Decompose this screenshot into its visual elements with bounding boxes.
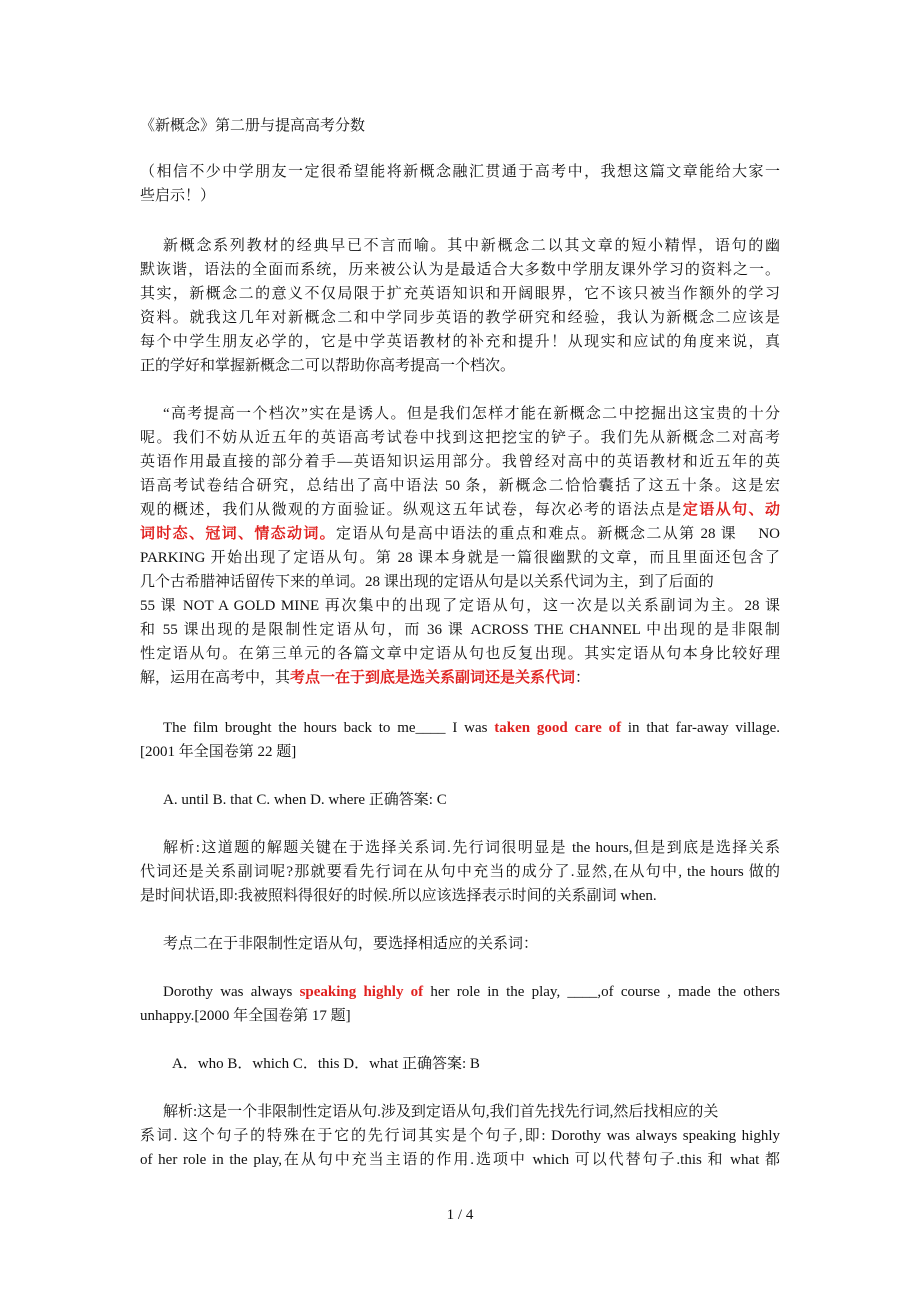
text-line (140, 547, 780, 569)
text-line (140, 475, 780, 497)
text-segment: ： (575, 670, 591, 686)
text-line (172, 1053, 780, 1075)
text-line (163, 235, 780, 257)
text-segment: 解，运用在高考中，其 (140, 670, 291, 686)
text-line (163, 1101, 780, 1123)
text-line (140, 283, 780, 305)
text-line (140, 1005, 780, 1027)
text-segment: （相信不少中学朋友一定很希望能将新概念融汇贯通于高考中，我想这篇文章能给大家一 (140, 164, 780, 180)
text-segment: 解析:这道题的解题关键在于选择关系词.先行词很明显是 the hours,但是到底是选择关系 (163, 840, 780, 856)
text-line (140, 619, 780, 641)
emphasized-text: taken good care of (494, 720, 622, 736)
text-segment: 55 课 NOT A GOLD MINE 再次集中的出现了定语从句，这一次是以关系副词为主。28 课 (140, 598, 780, 614)
text-line (140, 331, 780, 353)
text-segment: Dorothy was always (163, 984, 300, 1000)
text-line (140, 667, 780, 689)
text-segment: 解析:这是一个非限制性定语从句.涉及到定语从句,我们首先找先行词,然后找相应的关 (163, 1104, 719, 1120)
text-segment: 《新概念》第二册与提高高考分数 (140, 118, 366, 134)
text-line (140, 571, 780, 593)
text-segment: 观的概述，我们从微观的方面验证。纵观这五年试卷，每次必考的语法点是 (140, 502, 683, 518)
text-line (140, 861, 780, 883)
text-line (140, 307, 780, 329)
text-line (140, 885, 780, 907)
text-segment: her role in the play, ____,of course , made the others (423, 984, 780, 1000)
text-segment: in that far-away village. (621, 720, 780, 736)
text-segment: 代词还是关系副词呢?那就要看先行词在从句中充当的成分了.显然,在从句中, the hours 做的 (140, 864, 780, 880)
text-line (140, 451, 780, 473)
text-line (140, 643, 780, 665)
text-line (140, 259, 780, 281)
text-segment: 英语作用最直接的部分着手—英语知识运用部分。我曾经对高中的英语教材和近五年的英 (140, 454, 780, 470)
text-line (163, 933, 780, 955)
text-line (163, 837, 780, 859)
document-title (140, 115, 780, 137)
text-segment: 几个古希腊神话留传下来的单词。28 课出现的定语从句是以关系代词为主，到了后面的 (140, 574, 714, 590)
page-number: 1 / 4 (446, 1207, 474, 1223)
text-line (140, 427, 780, 449)
text-line (140, 595, 780, 617)
text-segment: 资料。就我这几年对新概念二和中学同步英语的教学研究和经验，我认为新概念二应该是 (140, 310, 780, 326)
emphasized-text: 词时态、冠词、情态动词。 (140, 526, 337, 542)
text-line (140, 161, 780, 183)
text-segment: PARKING 开始出现了定语从句。第 28 课本身就是一篇很幽默的文章，而且里面还包含了 (140, 550, 780, 566)
text-line (140, 355, 780, 377)
text-segment: The film brought the hours back to me____ I was (163, 720, 495, 736)
text-line (140, 185, 780, 207)
text-segment: A. until B. that C. when D. where 正确答案: C (163, 792, 447, 808)
text-line (140, 499, 780, 521)
text-line (163, 981, 780, 1003)
text-line (163, 789, 780, 811)
text-line (140, 523, 780, 545)
text-segment: 每个中学生朋友必学的，它是中学英语教材的补充和提升！从现实和应试的角度来说，真 (140, 334, 780, 350)
text-segment: 新概念系列教材的经典早已不言而喻。其中新概念二以其文章的短小精悍，语句的幽 (163, 238, 780, 254)
text-segment: “高考提高一个档次”实在是诱人。但是我们怎样才能在新概念二中挖掘出这宝贵的十分 (163, 406, 780, 422)
text-line (163, 403, 780, 425)
text-segment: 语高考试卷结合研究，总结出了高中语法 50 条，新概念二恰恰囊括了这五十条。这是宏 (140, 478, 780, 494)
text-segment: 默诙谐，语法的全面而系统，历来被公认为是最适合大多数中学朋友课外学习的资料之一。 (140, 262, 780, 278)
text-segment: 考点二在于非限制性定语从句，要选择相适应的关系词： (163, 936, 539, 952)
text-segment: 定语从句是高中语法的重点和难点。新概念二从第 28 课 NO (336, 526, 780, 542)
emphasized-text: speaking highly of (299, 984, 424, 1000)
text-segment: unhappy.[2000 年全国卷第 17 题] (140, 1008, 351, 1024)
text-segment: 性定语从句。在第三单元的各篇文章中定语从句也反复出现。其实定语从句本身比较好理 (140, 646, 780, 662)
emphasized-text: 定语从句、动 (682, 502, 780, 518)
text-line (140, 741, 780, 763)
text-segment: 其实，新概念二的意义不仅局限于扩充英语知识和开阔眼界，它不该只被当作额外的学习 (140, 286, 780, 302)
text-segment: 和 55 课出现的是限制性定语从句，而 36 课 ACROSS THE CHANNEL 中出现的是非限制 (140, 622, 780, 638)
text-segment: 正的学好和掌握新概念二可以帮助你高考提高一个档次。 (140, 358, 516, 374)
text-segment: 些启示！） (140, 188, 216, 204)
text-segment: 呢。我们不妨从近五年的英语高考试卷中找到这把挖宝的铲子。我们先从新概念二对高考 (140, 430, 780, 446)
text-segment: A．who B．which C．this D．what 正确答案: B (172, 1056, 480, 1072)
text-segment: [2001 年全国卷第 22 题] (140, 744, 297, 760)
text-segment: 系词. 这个句子的特殊在于它的先行词其实是个句子,即: Dorothy was always speaking highly (140, 1128, 780, 1144)
emphasized-text: 考点一在于到底是选关系副词还是关系代词 (290, 670, 576, 686)
text-segment: of her role in the play,在从句中充当主语的作用.选项中 which 可以代替句子.this 和 what 都 (140, 1152, 780, 1168)
text-line (140, 1125, 780, 1147)
text-line (163, 717, 780, 739)
text-line (140, 1149, 780, 1171)
text-segment: 是时间状语,即:我被照料得很好的时候.所以应该选择表示时间的关系副词 when. (140, 888, 657, 904)
